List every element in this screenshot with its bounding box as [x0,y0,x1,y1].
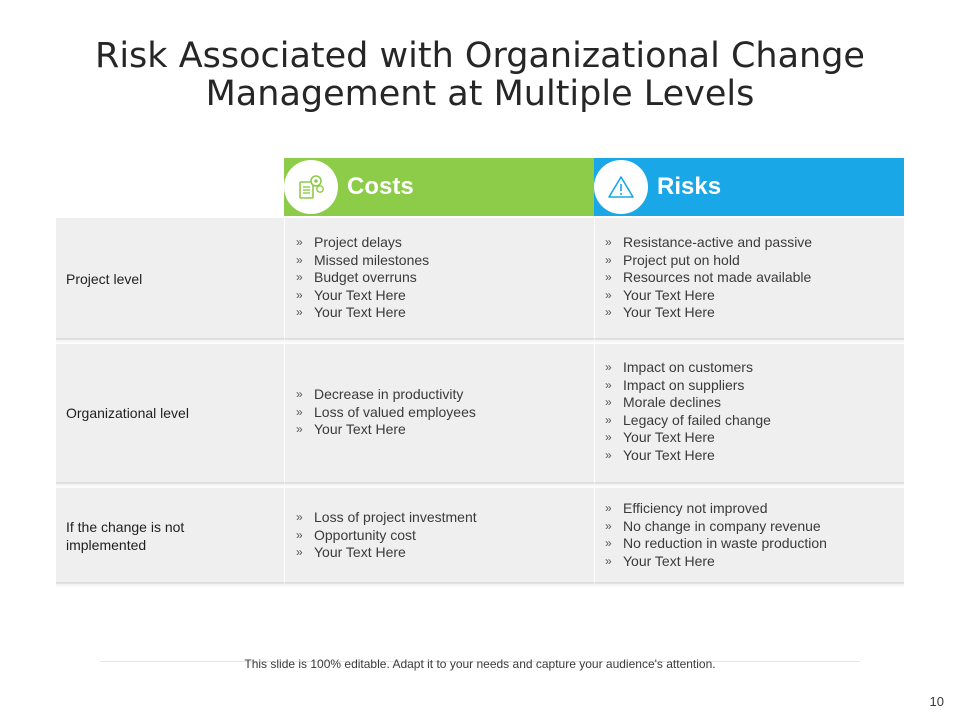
list-item: » Your Text Here [296,544,596,562]
list-item: » No reduction in waste production [605,535,905,553]
list-item: » Your Text Here [605,287,905,305]
costs-header [284,158,594,216]
list-item: » Efficiency not improved [605,500,905,518]
footer-note: This slide is 100% editable. Adapt it to your needs and capture your audience's attention. [244,657,716,671]
list-item: » Legacy of failed change [605,412,905,430]
list-item: » Opportunity cost [296,527,596,545]
list-item: » Project delays [296,234,596,252]
page-number: 10 [929,694,944,709]
list-item: » Project put on hold [605,252,905,270]
risks-cell [605,359,905,465]
costs-cell [296,386,596,439]
title-line-1: Risk Associated with Organizational Change [95,36,865,77]
risks-cell [605,500,905,570]
list-item: » No change in company revenue [605,518,905,536]
costs-cell [296,509,596,562]
gears-document-icon [284,160,338,214]
list-item: » Resistance-active and passive [605,234,905,252]
risks-header-label: Risks [657,173,722,200]
list-item: » Decrease in productivity [296,386,596,404]
title-line-2: Management at Multiple Levels [205,74,755,115]
list-item: » Missed milestones [296,252,596,270]
list-item: » Your Text Here [605,304,905,322]
list-item: » Your Text Here [296,304,596,322]
risks-header [594,158,904,216]
list-item: » Your Text Here [296,287,596,305]
row-label: Organizational level [66,405,189,421]
list-item: » Your Text Here [605,447,905,465]
list-item: » Your Text Here [605,429,905,447]
table-row-project-level [56,218,904,340]
column-divider [284,344,285,484]
list-item: » Impact on suppliers [605,377,905,395]
list-item: » Impact on customers [605,359,905,377]
warning-triangle-icon [594,160,648,214]
row-label: If the change is not implemented [66,519,185,553]
list-item: » Morale declines [605,394,905,412]
list-item: » Budget overruns [296,269,596,287]
list-item: » Resources not made available [605,269,905,287]
table-row-organizational-level [56,344,904,484]
risks-cell [605,234,905,322]
column-divider [284,218,285,340]
slide-title [0,37,960,113]
list-item: » Loss of project investment [296,509,596,527]
table-row-not-implemented [56,488,904,584]
list-item: » Your Text Here [605,553,905,571]
list-item: » Your Text Here [296,421,596,439]
row-label: Project level [66,271,143,287]
column-divider [284,488,285,584]
costs-cell [296,234,596,322]
list-item: » Loss of valued employees [296,404,596,422]
costs-header-label: Costs [347,173,414,200]
